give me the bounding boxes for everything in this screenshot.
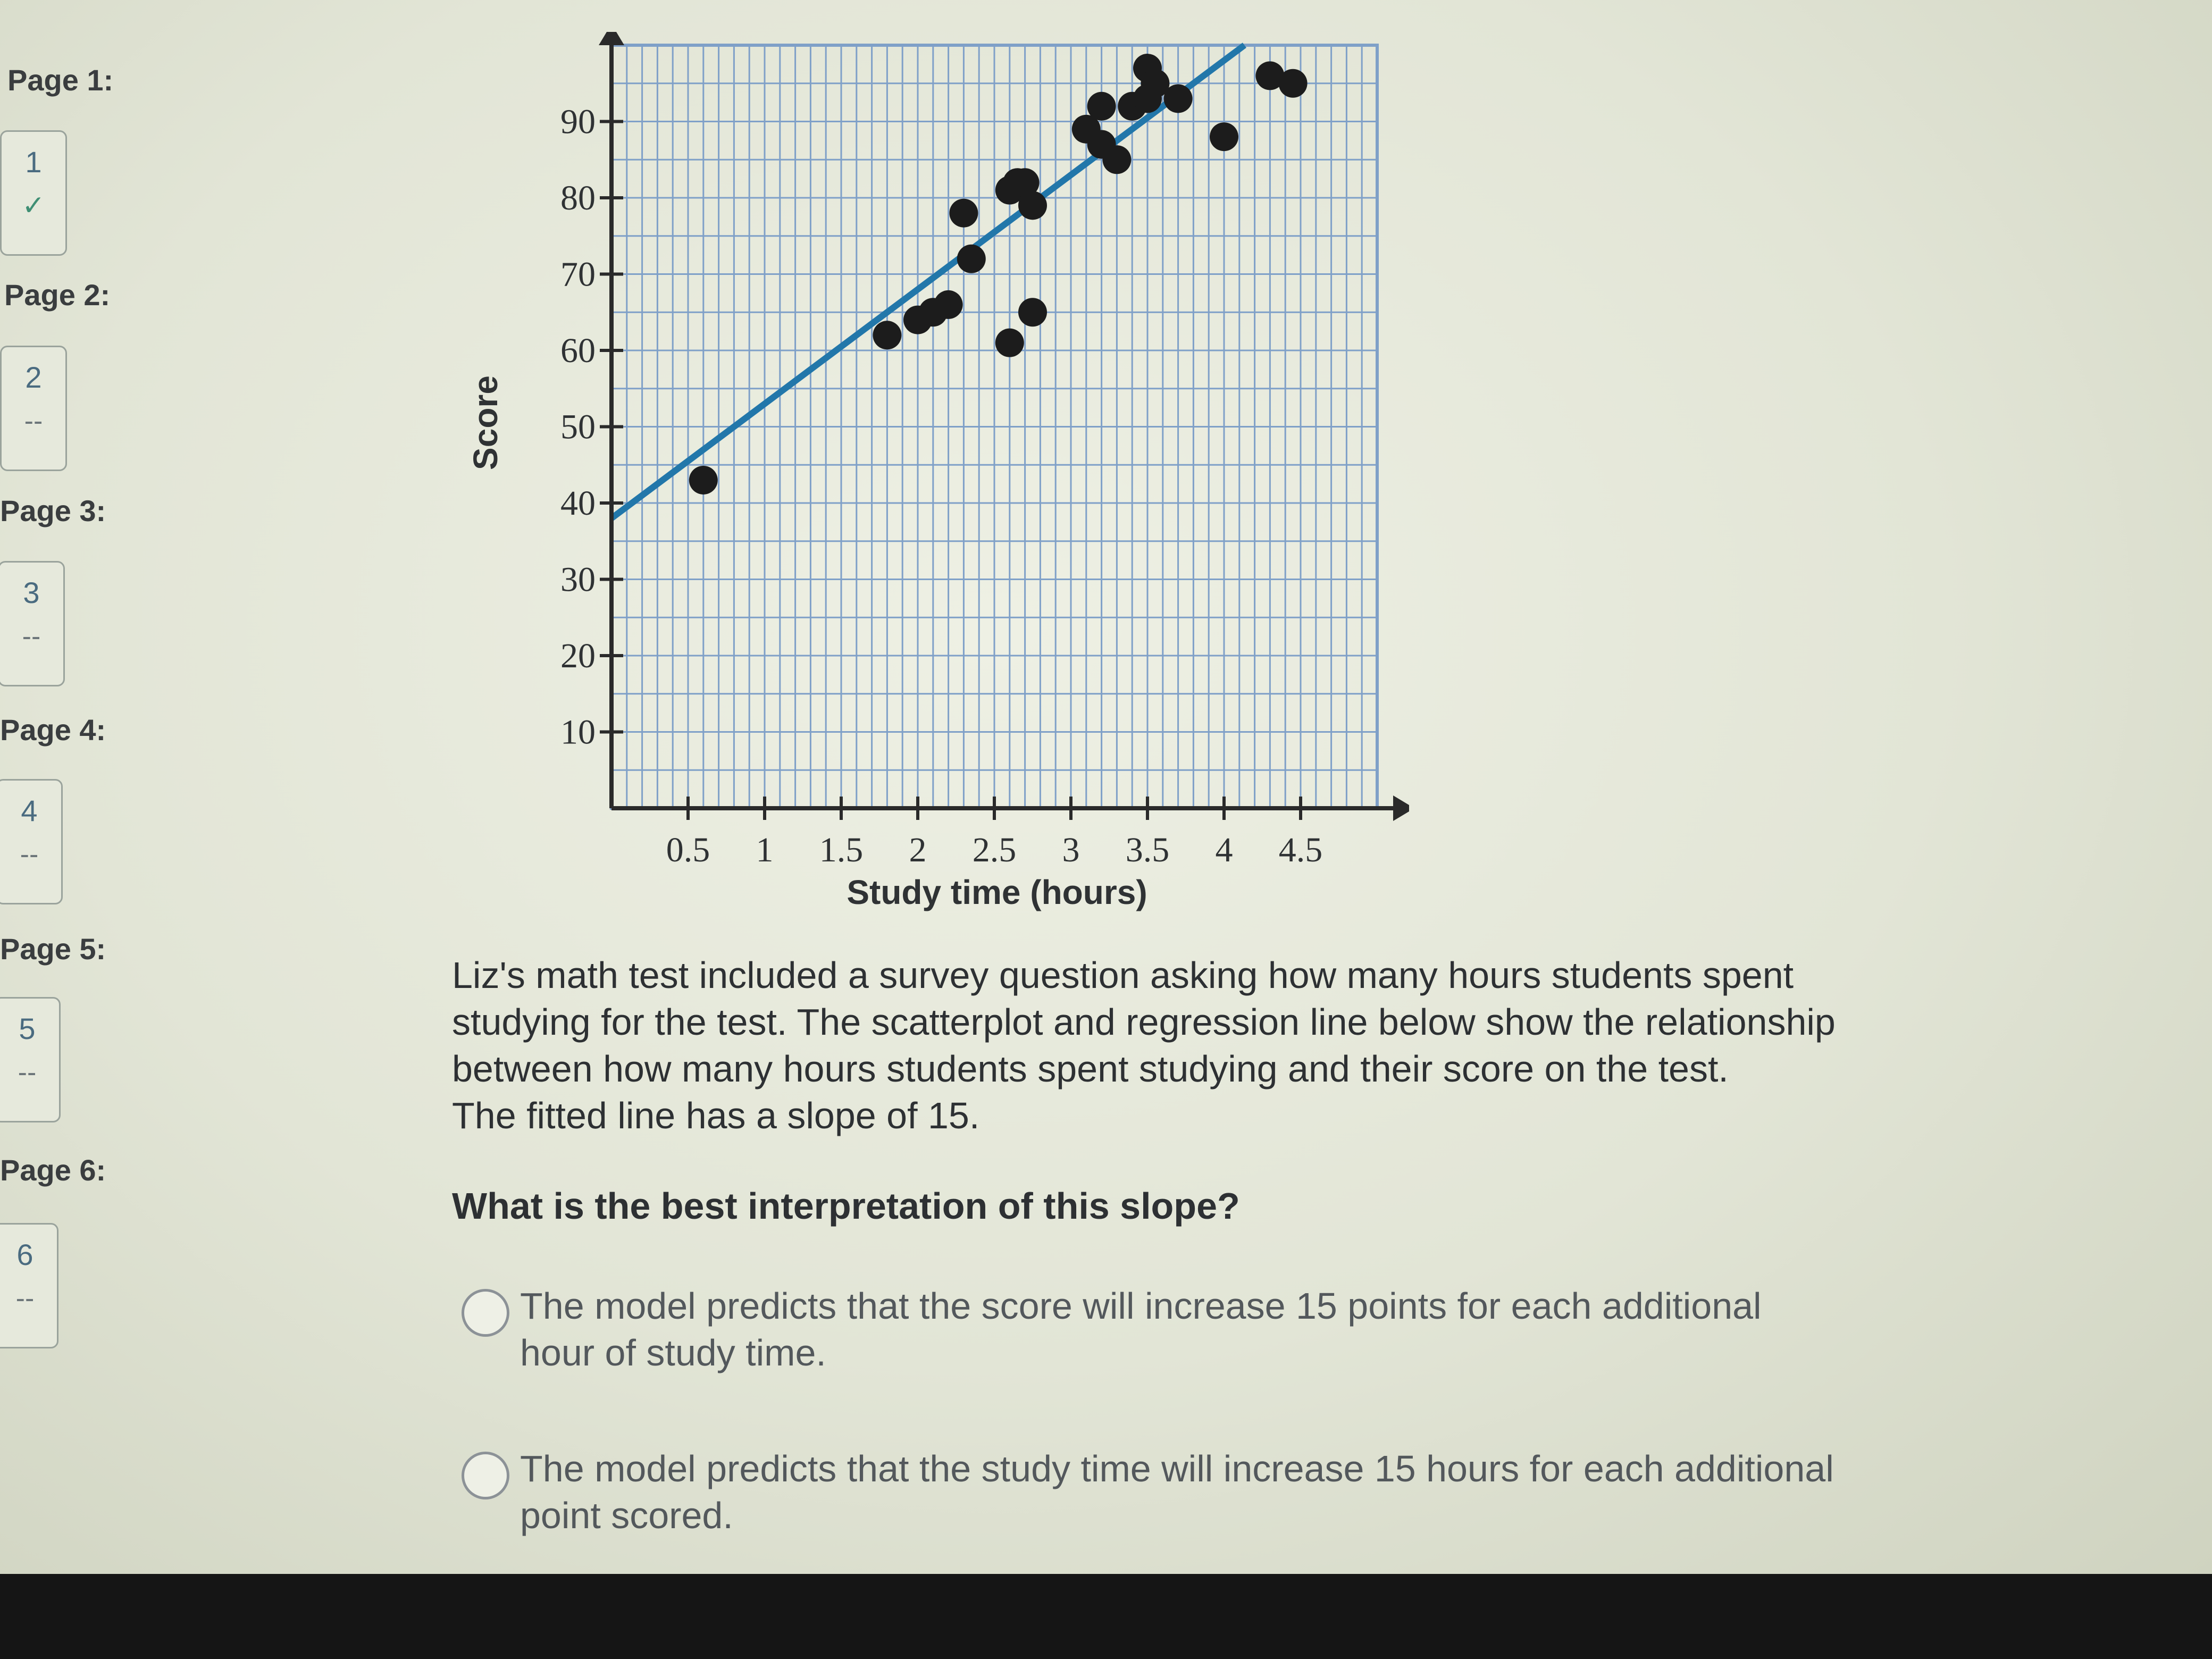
page-number: 1 (25, 145, 42, 179)
page-button-6[interactable] (0, 1223, 58, 1348)
page-label: Page 2: (4, 278, 111, 312)
page-label: Page 1: (7, 63, 114, 97)
prompt-line: The fitted line has a slope of 15. (452, 1095, 980, 1136)
data-point (1164, 84, 1193, 113)
y-axis-arrow-icon (599, 32, 624, 45)
data-point (689, 466, 718, 495)
page-status: -- (18, 1057, 37, 1088)
prompt-line: between how many hours students spent studying and their score on the test. (452, 1048, 1729, 1090)
choice-line: hour of study time. (520, 1332, 826, 1373)
page-label: Page 6: (0, 1153, 106, 1187)
choice-line: The model predicts that the study time will increase 15 hours for each additional (520, 1448, 1834, 1489)
radio-button[interactable] (462, 1452, 509, 1499)
x-tick-label: 1 (756, 831, 774, 869)
x-tick-label: 4 (1215, 831, 1233, 869)
page-button-2[interactable] (0, 346, 67, 471)
x-tick-label: 3 (1062, 831, 1080, 869)
page-label: Page 3: (0, 494, 106, 527)
x-tick-label: 3.5 (1125, 831, 1170, 869)
y-tick-label: 70 (560, 255, 596, 294)
scatterplot (452, 32, 1409, 936)
page-label: Page 5: (0, 932, 106, 966)
y-tick-label: 60 (560, 331, 596, 370)
x-tick-label: 1.5 (819, 831, 864, 869)
choice-line: The model predicts that the score will increase 15 points for each additional (520, 1285, 1762, 1327)
x-tick-label: 0.5 (666, 831, 710, 869)
prompt-line: Liz's math test included a survey question asking how many hours students spent (452, 954, 1794, 996)
monitor-bezel (0, 1574, 2212, 1659)
data-point (957, 245, 986, 273)
y-tick-label: 50 (560, 407, 596, 447)
page-number: 2 (25, 361, 42, 394)
x-axis-ticks (666, 797, 1323, 869)
prompt-line: studying for the test. The scatterplot and regression line below show the relationship (452, 1001, 1836, 1043)
y-tick-label: 80 (560, 179, 596, 217)
page-status: -- (20, 839, 39, 870)
data-point (995, 329, 1024, 357)
question-prompt (452, 952, 1994, 1139)
page-button-1[interactable] (0, 130, 67, 256)
y-tick-label: 90 (560, 102, 596, 141)
page-button-4[interactable] (0, 779, 63, 904)
x-tick-label: 2 (909, 831, 927, 869)
data-point (1087, 92, 1116, 121)
x-tick-label: 4.5 (1278, 831, 1323, 869)
x-axis-label: Study time (hours) (847, 873, 1147, 911)
data-point (1210, 122, 1238, 151)
page-label: Page 4: (0, 713, 106, 747)
y-tick-label: 20 (560, 636, 596, 675)
data-point (1018, 191, 1047, 220)
page-status: -- (22, 621, 41, 652)
choice-text (520, 1445, 1998, 1539)
page-status: -- (24, 406, 43, 437)
choice-text (520, 1283, 1998, 1376)
page-number: 6 (16, 1238, 33, 1271)
checkmark-icon: ✓ (22, 190, 45, 221)
answer-choice-2[interactable] (457, 1445, 1999, 1552)
answer-choice-1[interactable] (457, 1283, 1999, 1389)
y-axis-label: Score (466, 375, 505, 470)
x-tick-label: 2.5 (972, 831, 1017, 869)
page-status: -- (15, 1283, 35, 1314)
data-point (949, 199, 978, 228)
x-axis-arrow-icon (1393, 795, 1409, 821)
question-title: What is the best interpretation of this slope? (452, 1185, 1240, 1227)
page-number: 5 (19, 1012, 36, 1045)
page-button-3[interactable] (0, 561, 65, 686)
choice-line: point scored. (520, 1495, 733, 1536)
page-number: 3 (23, 576, 40, 609)
y-tick-label: 30 (560, 560, 596, 599)
regression-line (611, 45, 1244, 518)
data-point (934, 290, 963, 319)
chart-grid (611, 45, 1377, 808)
data-point (1018, 298, 1047, 326)
data-point (1279, 69, 1308, 98)
radio-button[interactable] (462, 1289, 509, 1337)
page-number: 4 (21, 794, 38, 827)
y-axis-ticks (560, 103, 623, 752)
y-tick-label: 10 (560, 713, 596, 752)
data-point (1102, 145, 1131, 174)
data-point (873, 321, 901, 349)
y-tick-label: 40 (560, 484, 596, 523)
page-button-5[interactable] (0, 997, 61, 1122)
